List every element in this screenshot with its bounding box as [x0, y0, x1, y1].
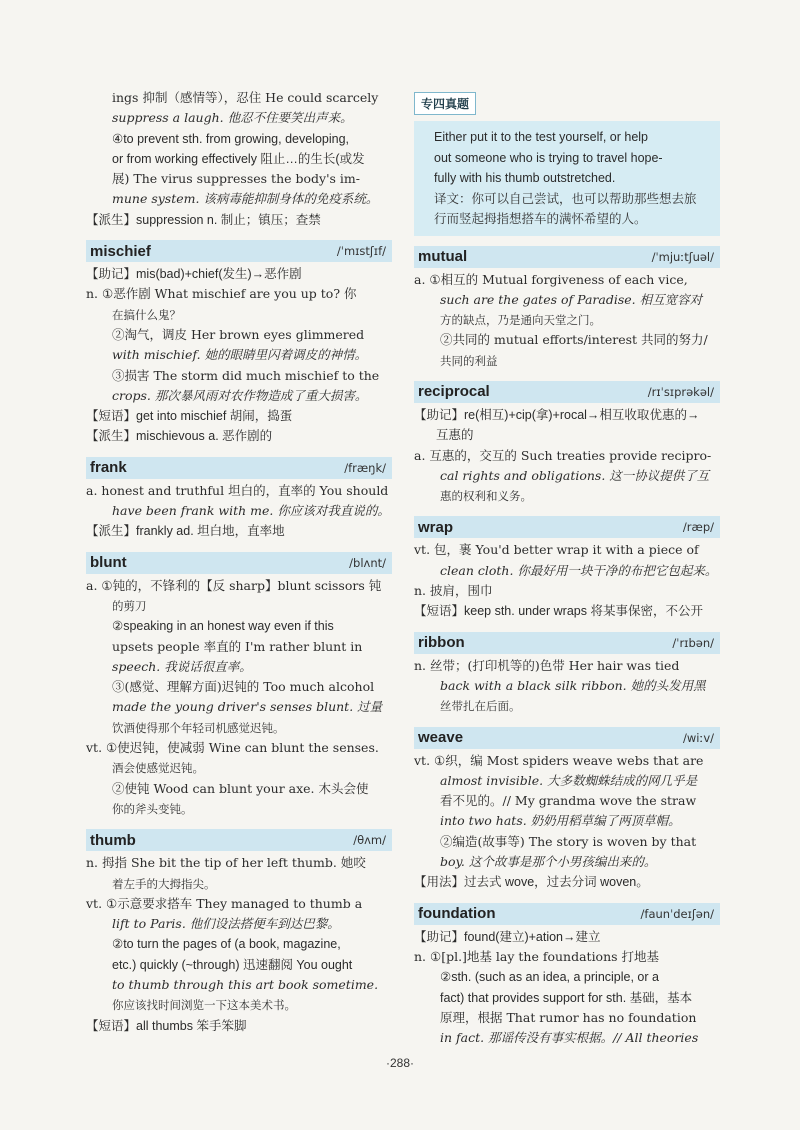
example-line: boy. 这个故事是那个小男孩编出来的。: [440, 854, 657, 870]
text-line: ④to prevent sth. from growing, developing,: [112, 131, 350, 146]
definition-line: a. 互惠的，交互的 Such treaties provide recipro-: [414, 447, 712, 463]
exam-section: [414, 92, 720, 236]
exam-box: [414, 121, 720, 236]
example-line: lift to Paris. 他们设法搭便车到达巴黎。: [112, 916, 340, 932]
definition-line: a. ①相互的 Mutual forgiveness of each vice,: [414, 271, 688, 287]
entry-wrap: [414, 516, 720, 621]
example-line: speech. 我说话很直率。: [112, 658, 252, 674]
right-column: [414, 92, 720, 1048]
exam-line: fully with his thumb outstretched.: [434, 171, 616, 185]
example-line: 看不见的。// My grandma wove the straw: [440, 793, 697, 809]
definition-line: ②共同的 mutual efforts/interest 共同的努力/: [440, 332, 708, 348]
continued-entry-suppress: [86, 88, 392, 230]
definition-line: n. 拇指 She bit the tip of her left thumb. 她咬: [86, 855, 366, 871]
derivation-line: 【派生】suppression n. 制止；镇压；查禁: [86, 212, 321, 227]
page-number: ·288·: [385, 1056, 414, 1070]
phonetic: /θʌm/: [353, 833, 386, 848]
translation-line: 着左手的大拇指尖。: [112, 876, 216, 891]
entry-header: [86, 457, 392, 479]
example-line: have been frank with me. 你应该对我直说的。: [112, 503, 390, 519]
example-line: such are the gates of Paradise. 相互宽容对: [440, 291, 703, 307]
definition-line: n. 披肩，围巾: [414, 583, 493, 599]
headword: reciprocal: [418, 383, 490, 401]
entry-header: [86, 552, 392, 574]
mnemonic-line: 【助记】found(建立)+ation→建立: [414, 929, 601, 944]
phonetic: /faunˈdeɪʃən/: [640, 906, 714, 921]
definition-line: upsets people 率直的 I'm rather blunt in: [112, 638, 363, 654]
text-line: 展) The virus suppresses the body's im-: [112, 171, 360, 187]
headword: blunt: [90, 554, 127, 572]
phonetic: /wiːv/: [682, 730, 714, 745]
entry-foundation: [414, 903, 720, 1049]
entry-thumb: [86, 829, 392, 1036]
example-line: almost invisible. 大多数蜘蛛结成的网几乎是: [440, 772, 698, 788]
translation-line: 酒会使感觉迟钝。: [112, 761, 204, 776]
translation-line: 方的缺点，乃是通向天堂之门。: [440, 313, 601, 328]
entry-mischief: [86, 240, 392, 447]
entry-header: [414, 903, 720, 925]
headword: mutual: [418, 248, 468, 265]
example-line: with mischief. 她的眼睛里闪着调皮的神情。: [112, 347, 368, 363]
example-line: back with a black silk ribbon. 她的头发用黑: [440, 677, 706, 693]
translation-line: 的剪刀: [112, 598, 147, 613]
definition-line: vt. ①使迟钝，使减弱 Wine can blunt the senses.: [86, 740, 379, 756]
entry-weave: [414, 727, 720, 893]
translation-line: 你的斧头变钝。: [112, 801, 193, 816]
example-line: clean cloth. 你最好用一块干净的布把它包起来。: [440, 562, 718, 578]
definition-line: ③损害 The storm did much mischief to the: [112, 367, 380, 383]
phonetic: /blʌnt/: [349, 555, 386, 570]
headword: mischief: [90, 242, 151, 260]
exam-label: 专四真题: [414, 92, 476, 115]
phrase-line: 【短语】all thumbs 笨手笨脚: [86, 1018, 247, 1033]
example-line: crops. 那次暴风雨对农作物造成了重大损害。: [112, 387, 368, 403]
headword: weave: [418, 729, 464, 747]
exam-translation: 译文：你可以自己尝试，也可以帮助那些想去旅: [434, 190, 697, 206]
definition-line: ③(感觉、理解方面)迟钝的 Too much alcohol: [112, 679, 375, 695]
mnemonic-line: 【助记】mis(bad)+chief(发生)→恶作剧: [86, 267, 302, 282]
phonetic: /ˈmɪstʃɪf/: [336, 244, 386, 259]
entry-header: [86, 240, 392, 262]
exam-translation: 行而竖起拇指想搭车的满怀希望的人。: [434, 211, 647, 226]
entry-reciprocal: [414, 381, 720, 506]
definition-line: ②speaking in an honest way even if this: [112, 619, 334, 634]
definition-line: vt. ①织，编 Most spiders weave webs that are: [414, 752, 704, 768]
entry-header: [414, 632, 720, 654]
translation-line: 在搞什么鬼？: [112, 307, 181, 322]
definition-line: ②使钝 Wood can blunt your axe. 木头会使: [112, 780, 369, 796]
entry-header: [86, 829, 392, 851]
phrase-line: 【短语】keep sth. under wraps 将某事保密，不公开: [414, 604, 703, 619]
phonetic: /ˈrɪbən/: [672, 635, 714, 650]
definition-line: 原理，根据 That rumor has no foundation: [440, 1009, 697, 1025]
definition-line: a. honest and truthful 坦白的，直率的 You should: [86, 482, 389, 498]
translation-line: 饮酒使得那个年轻司机感觉迟钝。: [112, 720, 285, 735]
derivation-line: 【派生】mischievous a. 恶作剧的: [86, 429, 273, 444]
headword: foundation: [418, 905, 496, 923]
text-line: mune system. 该病毒能抑制身体的免疫系统。: [112, 191, 379, 207]
definition-line: vt. ①示意要求搭车 They managed to thumb a: [86, 895, 363, 911]
definition-line: etc.) quickly (~through) 迅速翻阅 You ought: [112, 957, 353, 972]
example-line: cal rights and obligations. 这一协议提供了互: [440, 467, 710, 483]
definition-line: n. ①恶作剧 What mischief are you up to? 你: [86, 286, 357, 302]
definition-line: ②编造(故事等) The story is woven by that: [440, 833, 697, 849]
definition-line: n. ①[pl.]地基 lay the foundations 打地基: [414, 948, 660, 964]
definition-line: ②淘气，调皮 Her brown eyes glimmered: [112, 326, 365, 342]
phonetic: /fræŋk/: [344, 460, 386, 475]
phonetic: /ˈmjuːtʃuəl/: [651, 249, 714, 264]
headword: thumb: [90, 831, 136, 849]
entry-header: [414, 246, 720, 268]
exam-line: Either put it to the test yourself, or help: [434, 130, 649, 144]
phrase-line: 【短语】get into mischief 胡闹，捣蛋: [86, 409, 293, 424]
example-line: in fact. 那谣传没有事实根据。// All theories: [440, 1030, 699, 1046]
entry-blunt: [86, 552, 392, 820]
text-line: or from working effectively 阻止…的生长(或发: [112, 151, 365, 166]
mnemonic-line: 互惠的: [436, 428, 474, 443]
translation-line: 惠的权利和义务。: [440, 489, 532, 504]
entry-mutual: [414, 246, 720, 371]
definition-line: n. 丝带；(打印机等的)色带 Her hair was tied: [414, 657, 680, 673]
headword: ribbon: [418, 634, 465, 652]
text-line: ings 抑制（感情等），忍住 He could scarcely: [112, 90, 379, 105]
exam-line: out someone who is trying to travel hope-: [434, 150, 663, 165]
translation-line: 你应该找时间浏览一下这本美术书。: [112, 998, 296, 1013]
definition-line: a. ①钝的，不锋利的【反 sharp】blunt scissors 钝: [86, 577, 382, 593]
entry-frank: [86, 457, 392, 542]
example-line: made the young driver's senses blunt. 过量: [112, 699, 383, 715]
headword: wrap: [418, 518, 454, 536]
definition-line: ②sth. (such as an idea, a principle, or a: [440, 970, 659, 985]
definition-line: fact) that provides support for sth. 基础，基本: [440, 990, 693, 1005]
entry-header: [414, 516, 720, 538]
example-line: to thumb through this art book sometime.: [112, 976, 379, 992]
headword: frank: [90, 459, 127, 477]
entry-header: [414, 381, 720, 403]
text-line: suppress a laugh. 他忍不住要笑出声来。: [112, 110, 353, 126]
example-line: into two hats. 奶奶用稻草编了两顶草帽。: [440, 813, 681, 829]
derivation-line: 【派生】frankly ad. 坦白地，直率地: [86, 524, 285, 539]
entry-ribbon: [414, 632, 720, 717]
left-column: [86, 88, 392, 1036]
definition-line: vt. 包，裹 You'd better wrap it with a piece of: [414, 542, 699, 558]
translation-line: 共同的利益: [440, 353, 498, 368]
definition-line: ②to turn the pages of (a book, magazine,: [112, 937, 341, 952]
mnemonic-line: 【助记】re(相互)+cip(拿)+rocal→相互收取优惠的→: [414, 407, 700, 422]
usage-line: 【用法】过去式 wove，过去分词 woven。: [414, 875, 649, 890]
phonetic: /rɪˈsɪprəkəl/: [647, 384, 714, 399]
translation-line: 丝带扎在后面。: [440, 699, 521, 714]
phonetic: /ræp/: [682, 520, 714, 535]
entry-header: [414, 727, 720, 749]
